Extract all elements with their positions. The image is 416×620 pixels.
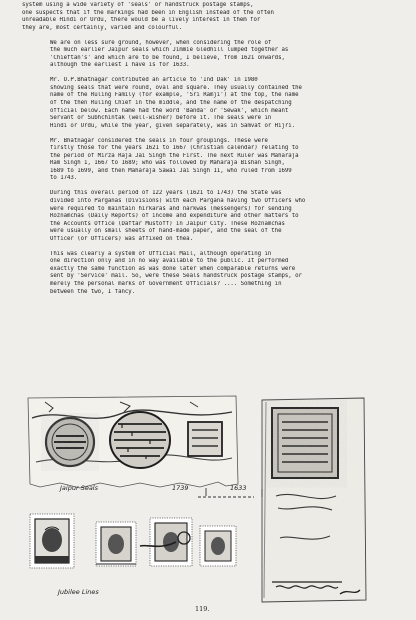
text-line: Hindi or Urdu, while the year, given separately, was in Samvat or Hijri. — [50, 122, 296, 129]
paragraph — [22, 251, 404, 296]
text-line: to 1743. — [50, 175, 78, 182]
paragraph — [22, 40, 404, 70]
jubilee-stamp-3 — [140, 518, 192, 566]
page-number: 119. — [195, 605, 210, 613]
text-line: the much earlier Jaipur seals which Jimmie Gledhill lumped together as — [50, 47, 289, 54]
paragraph — [22, 77, 404, 130]
text-line: between the two, I fancy. — [50, 288, 136, 295]
text-line: Roznamchas (Daily Reports) of income and expenditure and other matters to — [50, 213, 299, 220]
paragraph — [22, 2, 404, 32]
text-line: unreadable Hindi or Urdu, there would be a lively interest in them for — [22, 17, 261, 24]
seal-document-fragment — [28, 396, 238, 488]
round-seal — [46, 418, 94, 466]
text-line: official below. Each name had the word 'Banda' or 'Sewak', which meant — [50, 107, 289, 114]
text-line: sent by 'Service' mail. So, were these Seals handstruck postage stamps, or — [50, 273, 302, 280]
jubilee-stamp-4 — [200, 526, 236, 566]
square-seal — [188, 422, 222, 456]
text-line: of the then Ruling Chief in the middle, and the name of the despatching — [50, 100, 292, 107]
seals-and-stamps-illustration — [0, 388, 416, 608]
paragraph — [22, 138, 404, 183]
jubilee-stamp-2 — [96, 522, 136, 566]
caption-year-1633: 1633 — [230, 484, 247, 492]
caption-jubilee-lines: Jubilee Lines — [58, 588, 99, 596]
text-line: they are, most certainly, varied and colourful. — [22, 24, 182, 31]
caption-jaipur-seals: Jaipur Seals — [60, 484, 98, 492]
text-line: the period of Mirza Raja Jai Singh the First. The next Ruler was Maharaja — [50, 152, 299, 159]
text-line: were required to maintain hirkaras and narkwas (messengers) for sending — [50, 205, 292, 212]
text-line: Ram Singh 1, 1667 to 1689; who was followed by Maharaja Bishan Singh, — [50, 160, 285, 167]
tall-document-1633 — [262, 398, 366, 602]
text-line: This was clearly a system of Official Mail, although operating in — [50, 250, 272, 257]
text-line: 'Chieftan's' and which are to be found, I believe, from 1621 onwards, — [50, 54, 285, 61]
text-line: showing seals that were round, oval and square. They usually contained the — [50, 84, 302, 91]
text-line: divided into Parganas (Divisions) with each Pargana having two Officers who — [50, 198, 306, 205]
text-line: Officer (or Officers) was affixed on thea. — [50, 235, 193, 242]
oval-seal — [110, 412, 170, 468]
caption-year-1739: 1739 — [172, 484, 189, 492]
text-line: Mr. Bhatnagar considered the seals in four groupings. These were — [50, 137, 268, 144]
text-line: During this overall period of 122 years (1621 to 1743) the State was — [50, 190, 282, 197]
paragraph — [22, 190, 404, 243]
jubilee-stamp-queen-head — [30, 514, 74, 568]
text-line: merely the personal marks of Government Officials? .... Something in — [50, 281, 282, 287]
text-line: although the earliest I have is for 1633. — [50, 62, 190, 69]
text-line: We are on less sure ground, however, when considering the role of — [50, 39, 272, 46]
illustration-plate — [0, 388, 416, 608]
text-line: 1689 to 1699, and then Maharaja Sawai Jai Singh 11, who ruled from 1699 — [50, 167, 292, 174]
text-line: Mr. O.P.Bhatnagar contributed an article to 'Ind Dak' in 1980 — [50, 77, 258, 84]
text-line: name of the Ruling Family (for example, 'Sri Ramji') at the top, the name — [50, 92, 299, 99]
text-line: one direction only and in no way available to the public. It performed — [50, 258, 289, 265]
text-line: one suspects that if the markings had been in English instead of the often — [22, 9, 274, 16]
text-line: Servant or Subhchintak (well-wisher) before it. The seals were in — [50, 115, 272, 122]
article-text — [22, 2, 404, 304]
text-line: were usually on small sheets of hand-made paper, and the seal of the — [50, 228, 282, 235]
text-line: the Accounts Office (Daftar Mustoff) in Jaipur City. These Roznamchas — [50, 220, 285, 227]
text-line: firstly those for the years 1621 to 1667 (Christian calendar) relating to — [50, 145, 299, 152]
text-line: exactly the same function as was done later when comparable returns were — [50, 265, 296, 272]
text-line: system using a wide variety of 'seals' or handstruck postage stamps, — [22, 2, 254, 8]
